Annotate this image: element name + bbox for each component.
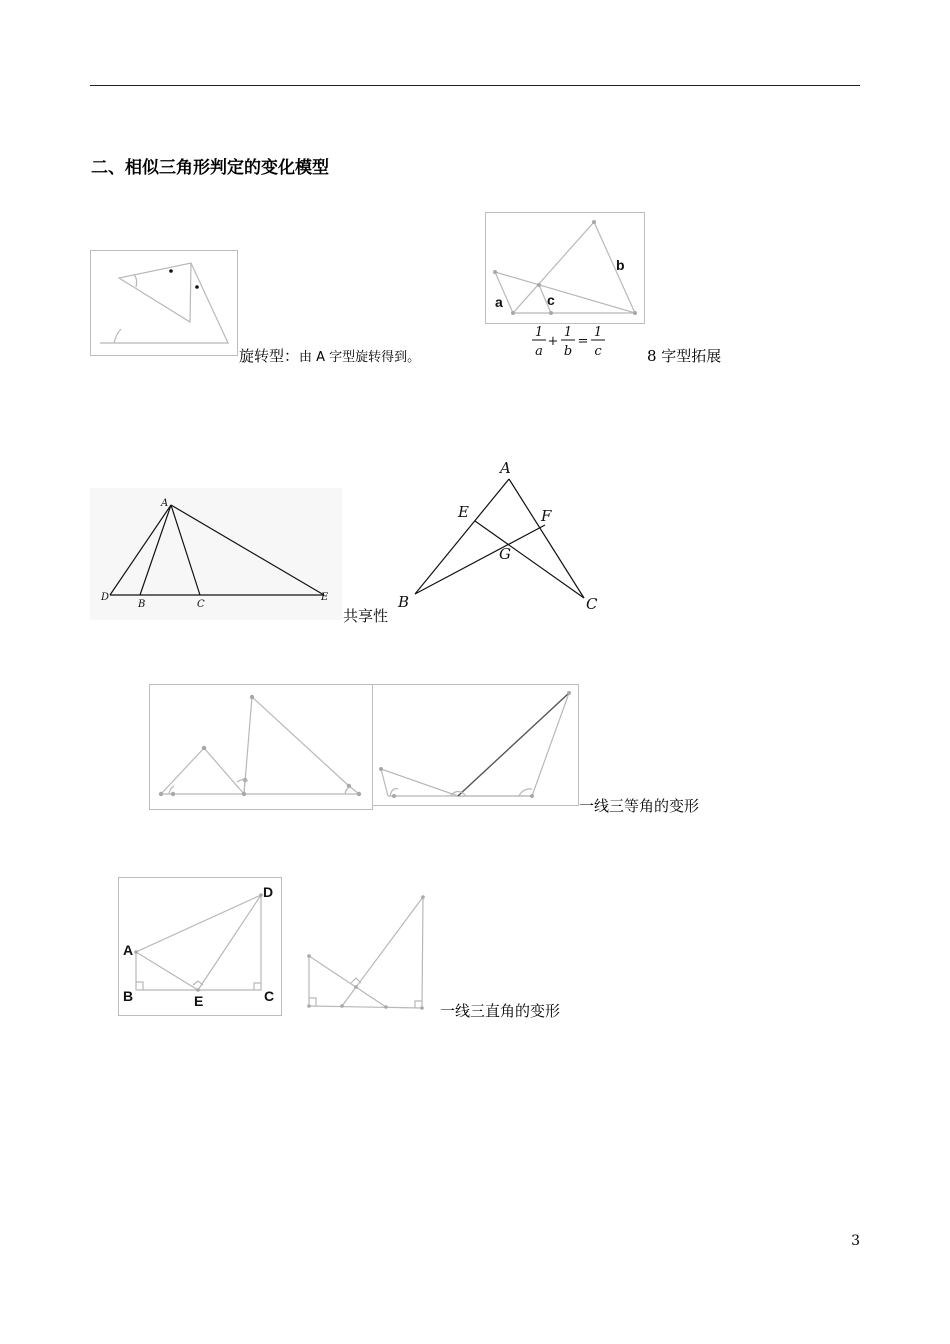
formula-equals: =	[577, 334, 589, 349]
label-A: A	[500, 459, 511, 477]
rotation-caption-prefix: 旋转型：	[239, 347, 300, 365]
formula-n3: 1	[593, 325, 603, 340]
label-B: B	[138, 599, 146, 610]
label-C: C	[197, 599, 205, 610]
label-C: C	[586, 595, 598, 613]
rotation-caption-body: 由 A 字型旋转得到。	[299, 350, 421, 365]
label-D: D	[263, 884, 274, 900]
three-right-angle-caption: 一线三直角的变形	[440, 1002, 561, 1020]
label-c: c	[547, 292, 555, 308]
top-rule	[90, 85, 860, 86]
formula-d1: a	[535, 344, 543, 359]
label-E: E	[194, 993, 204, 1009]
reciprocal-formula	[528, 322, 608, 362]
three-equal-angle-figure-right	[372, 684, 579, 806]
label-F: F	[541, 507, 552, 525]
label-b: b	[616, 257, 625, 273]
formula-n1: 1	[534, 325, 544, 340]
page-number: 3	[851, 1233, 860, 1249]
label-A: A	[123, 942, 134, 958]
shared-angle-figure	[90, 488, 342, 620]
label-G: G	[499, 545, 511, 563]
three-equal-angle-caption: 一线三等角的变形	[579, 797, 700, 815]
label-a: a	[495, 294, 503, 310]
eight-extension-figure	[485, 212, 645, 324]
formula-d3: c	[594, 344, 602, 359]
label-E: E	[321, 592, 329, 603]
crossing-figure	[395, 455, 605, 615]
eight-extension-caption: 8 字型拓展	[647, 347, 722, 365]
formula-plus: +	[547, 334, 559, 349]
label-E: E	[458, 503, 469, 521]
label-D: D	[101, 592, 110, 603]
label-B: B	[398, 593, 410, 611]
shared-caption: 共享性	[343, 607, 389, 625]
section-heading: 二、相似三角形判定的变化模型	[91, 158, 329, 178]
three-right-angle-figure-right	[300, 890, 430, 1018]
rotation-figure	[90, 250, 238, 356]
label-A: A	[161, 498, 169, 509]
three-right-angle-figure-left	[118, 877, 282, 1016]
formula-d2: b	[563, 344, 573, 359]
label-B: B	[123, 988, 134, 1004]
label-C: C	[264, 988, 275, 1004]
rotation-caption	[239, 345, 420, 366]
formula-n2: 1	[563, 325, 573, 340]
three-equal-angle-figure-left	[149, 684, 373, 810]
